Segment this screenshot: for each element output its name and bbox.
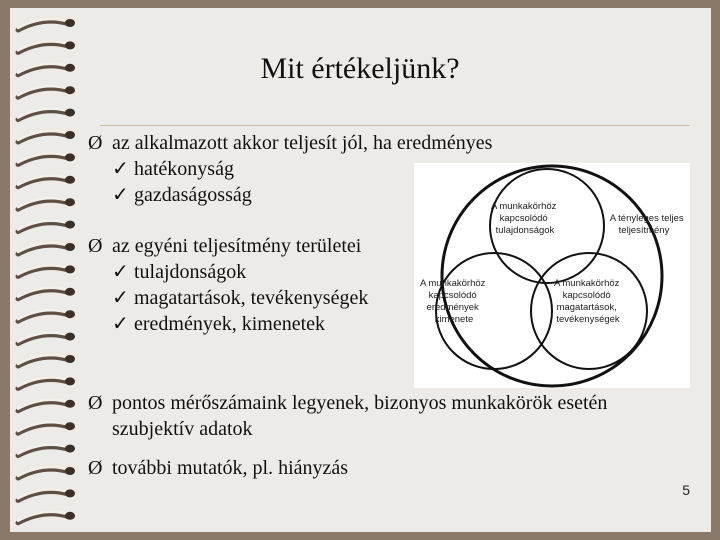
bullet-item-3: Ø pontos mérőszámaink legyenek, bizonyos munkakörök esetén [88,392,608,414]
binding-ring [18,41,75,52]
subitem: ✓ eredmények, kimenetek [112,313,326,335]
bullet-item-4: Ø további mutatók, pl. hiányzás [88,457,349,479]
checkmark-icon: ✓ [112,287,129,309]
bullet-text: az egyéni teljesítmény területei [112,235,362,257]
binding-ring [18,176,75,187]
binding-ring [18,377,75,388]
page-title: Mit értékeljünk? [260,52,460,85]
binding-ring [18,512,75,523]
subitem: ✓ hatékonyság [112,158,234,180]
page-number: 5 [682,482,690,498]
bullet-item-2 [88,233,368,259]
arrow-bullet-icon: Ø [88,132,103,154]
binding-ring [18,355,75,366]
binding-ring [18,64,75,75]
binding-ring [18,445,75,456]
binding-ring [18,221,75,232]
spiral-binding [0,0,86,540]
arrow-bullet-icon: Ø [88,392,103,414]
binding-ring [18,489,75,500]
binding-ring [18,153,75,164]
bullet-group-2 [88,233,368,337]
checkmark-icon: ✓ [112,184,129,206]
binding-ring [18,288,75,299]
bullet-item-1 [88,130,492,156]
bullet-group-4 [88,455,348,481]
binding-ring [18,310,75,321]
top-circle-label: A munkakörhöz kapcsolódó tulajdonságok [490,201,557,236]
binding-ring [18,400,75,411]
left-circle-label: A munkakörhöz kapcsolódó eredmények kimenete [419,278,486,325]
performance-venn-diagram [414,163,690,388]
bullet-continuation: szubjektív adatok [112,418,253,440]
outer-circle-label: A tényleges teljes teljesítmény [609,213,684,236]
binding-ring [18,243,75,254]
binding-ring [18,198,75,209]
checkmark-icon: ✓ [112,158,129,180]
binding-ring [18,333,75,344]
arrow-bullet-icon: Ø [88,457,103,479]
binding-ring [18,109,75,120]
arrow-bullet-icon: Ø [88,235,103,257]
bullet-text: az alkalmazott akkor teljesít jól, ha eredményes [112,132,493,154]
binding-ring [18,131,75,142]
right-circle-label: A munkakörhöz kapcsolódó magatartások, tevékenységek [553,278,620,325]
binding-ring [18,467,75,478]
bullet-group-3 [88,390,607,442]
binding-ring [18,19,75,30]
binding-ring [18,86,75,97]
title-divider [100,125,690,126]
subitem: ✓ tulajdonságok [112,261,247,283]
subitem: ✓ gazdaságosság [112,184,252,206]
subitem: ✓ magatartások, tevékenységek [112,287,369,309]
checkmark-icon: ✓ [112,313,129,335]
binding-ring [18,422,75,433]
binding-ring [18,265,75,276]
checkmark-icon: ✓ [112,261,129,283]
